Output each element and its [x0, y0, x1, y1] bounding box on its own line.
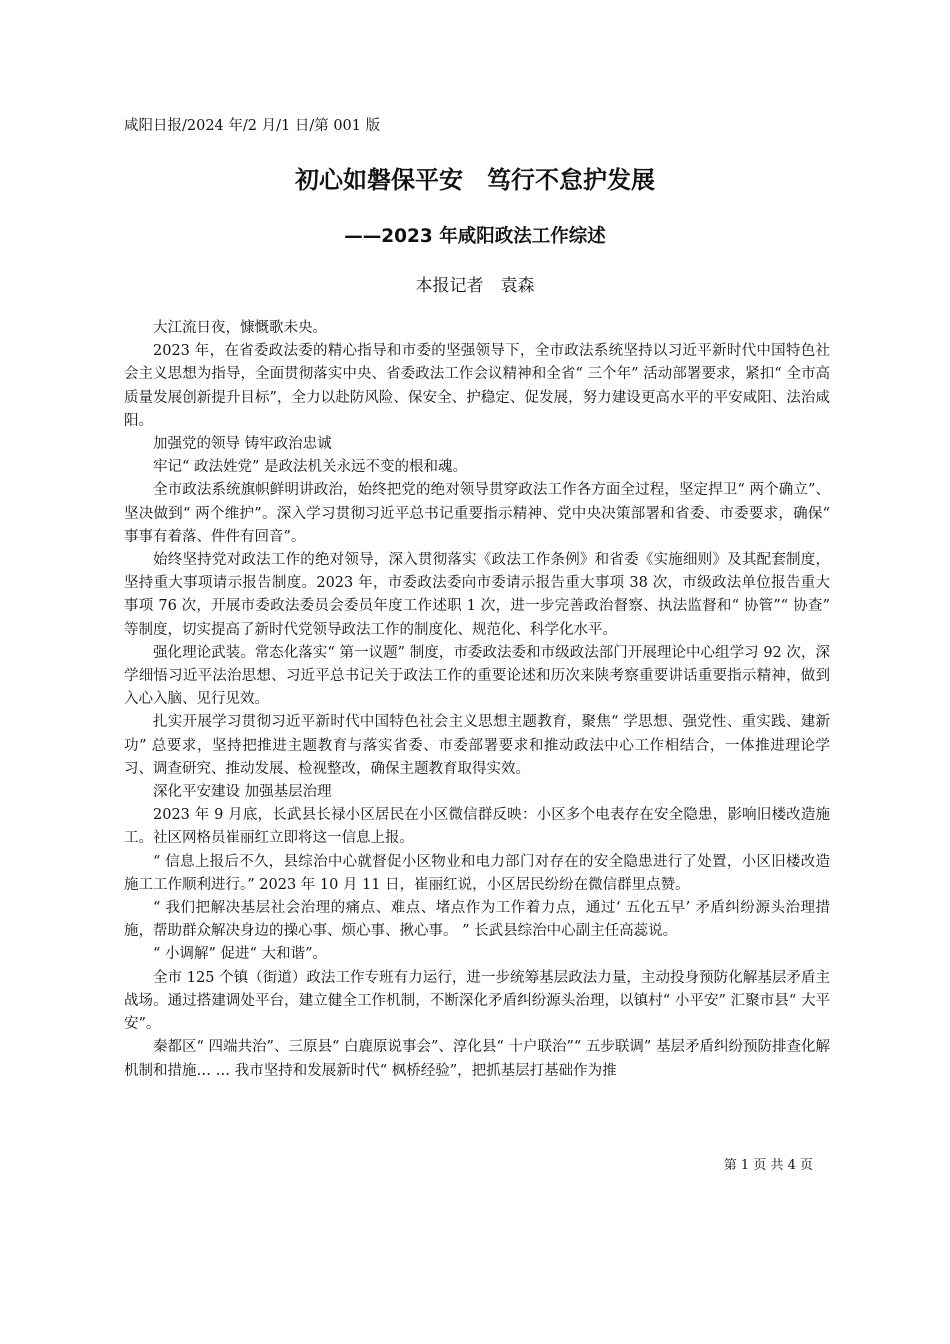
byline: 本报记者 袁森	[415, 276, 535, 296]
paragraph: 大江流日夜，慷慨歌未央。	[153, 320, 327, 336]
article-body	[124, 317, 830, 1083]
article-subtitle: ——2023 年咸阳政法工作综述	[344, 226, 606, 247]
article-title: 初心如磐保平安 笃行不怠护发展	[295, 166, 655, 194]
paragraph: 2023 年 9 月底，长武县长禄小区居民在小区微信群反映：小区多个电表存在安全隐患，影响旧楼改造施工。社区网格员崔丽红立即将这一信息上报。	[124, 807, 830, 847]
paragraph: 2023 年，在省委政法委的精心指导和市委的坚强领导下，全市政法系统坚持以习近平新时代中国特色社会主义思想为指导，全面贯彻落实中央、省委政法工作会议精神和全省“ 三个年” 活动部署要求，紧扣“ 全市高质量发展创新提升目标”，全力以赴防风险、保安全、护稳定、促发展，努力建设更高水平的平安咸阳、法治咸阳。	[124, 343, 830, 429]
paragraph: 始终坚持党对政法工作的绝对领导，深入贯彻落实《政法工作条例》和省委《实施细则》及其配套制度，坚持重大事项请示报告制度。2023 年，市委政法委向市委请示报告重大事项 38 次，市级政法单位报告重大事项 76 次，开展市委政法委员会委员年度工作述职 1 次，进一步完善政治督察、执法监督和“ 协管”“ 协查” 等制度，切实提高了新时代党领导政法工作的制度化、规范化、科学化水平。	[124, 552, 830, 638]
page-indicator: 第 1 页 共 4 页	[723, 1158, 813, 1173]
paragraph: 强化理论武装。常态化落实“ 第一议题” 制度，市委政法委和市级政法部门开展理论中心组学习 92 次，深学细悟习近平法治思想、习近平总书记关于政法工作的重要论述和历次来陕考察重要讲话重要指示精神，做到入心入脑、见行见效。	[124, 644, 830, 708]
paragraph: “ 我们把解决基层社会治理的痛点、难点、堵点作为工作着力点，通过‘ 五化五早’ 矛盾纠纷源头治理措施，帮助群众解决身边的操心事、烦心事、揪心事。 ” 长武县综治中心副主任高蕊说。	[124, 900, 830, 940]
paragraph: “ 信息上报后不久，县综治中心就督促小区物业和电力部门对存在的安全隐患进行了处置，小区旧楼改造施工工作顺利进行。” 2023 年 10 月 11 日，崔丽红说，小区居民纷纷在微信群里点赞。	[124, 853, 830, 893]
paragraph: 全市政法系统旗帜鲜明讲政治，始终把党的绝对领导贯穿政法工作各方面全过程，坚定捍卫“ 两个确立”、坚决做到“ 两个维护”。深入学习贯彻习近平总书记重要指示精神、党中央决策部署和省委、市委要求，确保“ 事事有着落、件件有回音”。	[124, 482, 830, 545]
section-heading: 深化平安建设 加强基层治理	[153, 784, 332, 801]
section-heading: 加强党的领导 铸牢政治忠诚	[153, 436, 332, 453]
paragraph: 全市 125 个镇（街道）政法工作专班有力运行，进一步统筹基层政法力量，主动投身预防化解基层矛盾主战场。通过搭建调处平台，建立健全工作机制，不断深化矛盾纠纷源头治理，以镇村“ 小平安” 汇聚市县“ 大平安”。	[124, 969, 830, 1033]
paragraph: 扎实开展学习贯彻习近平新时代中国特色社会主义思想主题教育，聚焦“ 学思想、强党性、重实践、建新功” 总要求，坚持把推进主题教育与落实省委、市委部署要求和推动政法中心工作相结合，一体推进理论学习、调查研究、推动发展、检视整改，确保主题教育取得实效。	[124, 714, 830, 777]
paragraph: “ 小调解” 促进“ 大和谐”。	[153, 946, 327, 963]
paragraph: 牢记“ 政法姓党” 是政法机关永远不变的根和魂。	[153, 459, 468, 476]
paragraph: 秦都区“ 四端共治”、三原县“ 白鹿原说事会”、淳化县“ 十户联治”“ 五步联调” 基层矛盾纠纷预防排查化解机制和措施… … 我市坚持和发展新时代“ 枫桥经验”，把抓基层打基础作为推	[124, 1039, 830, 1079]
source-line: 咸阳日报/2024 年/2 月/1 日/第 001 版	[124, 118, 381, 134]
